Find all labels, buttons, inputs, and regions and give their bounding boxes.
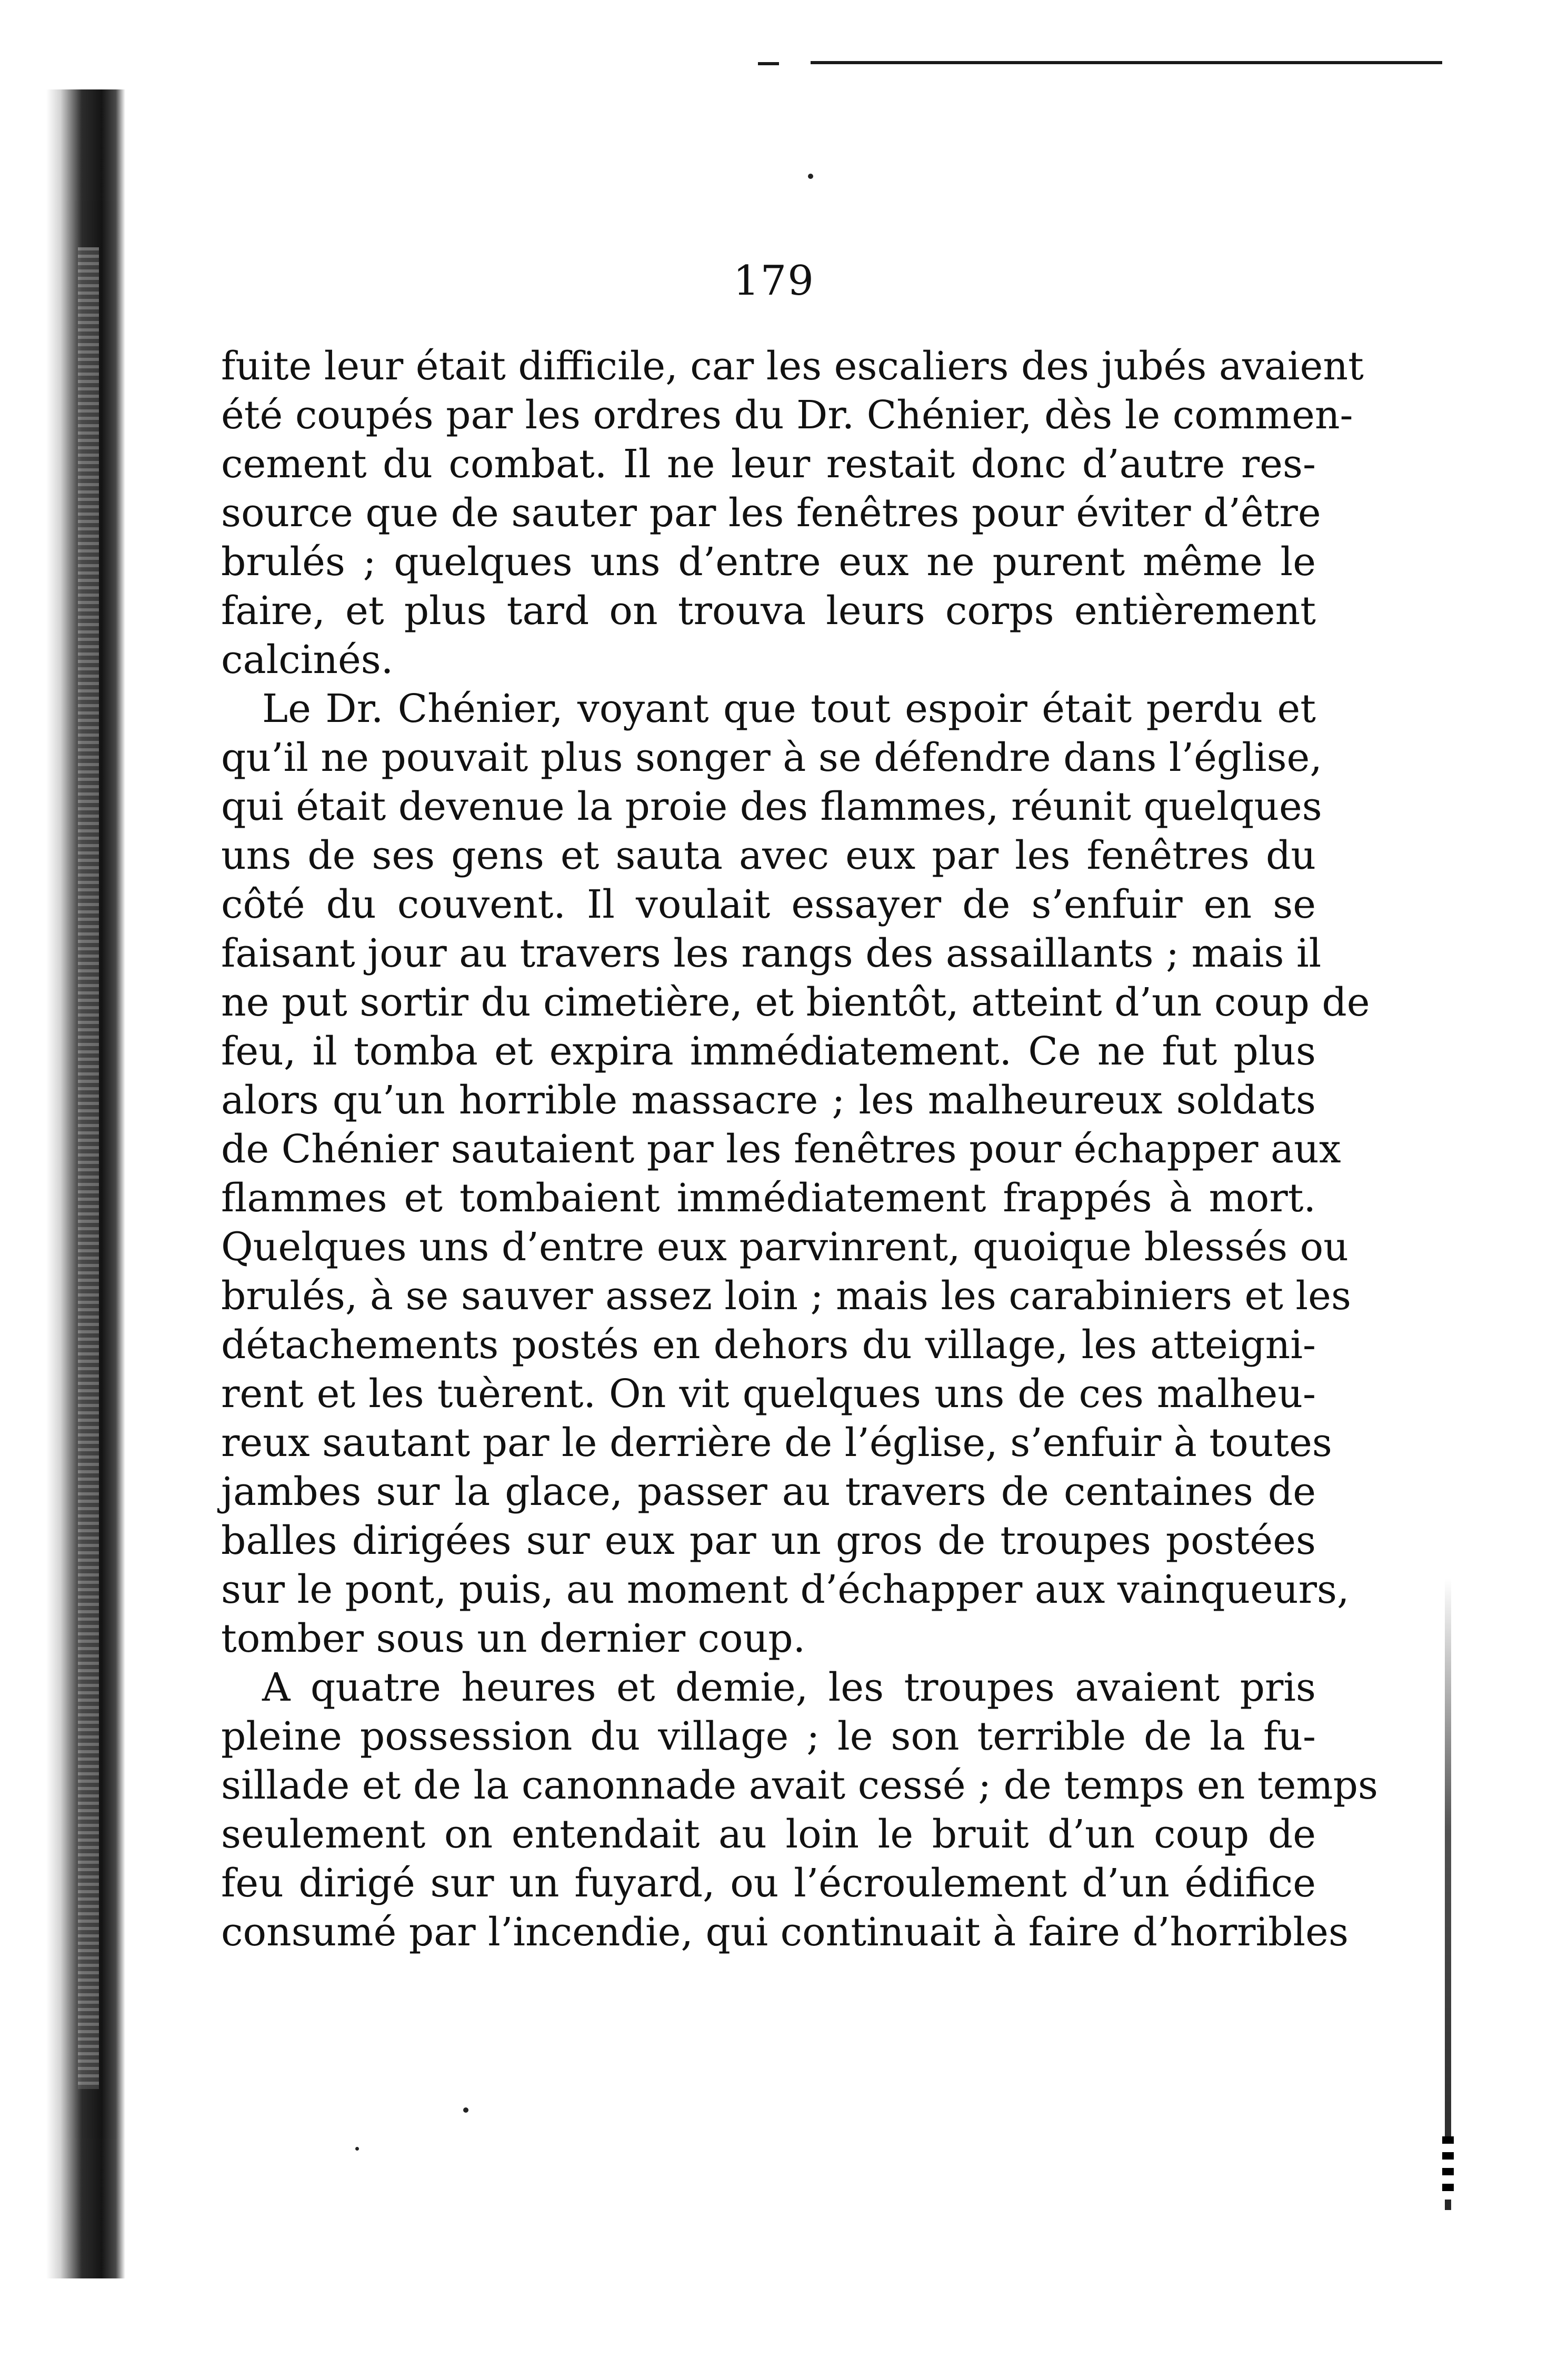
text-line: tomber sous un dernier coup. <box>221 1616 806 1661</box>
right-edge-marks <box>1442 2136 1454 2200</box>
text-line: uns de ses gens et sauta avec eux par les fenêtres du <box>221 833 1316 878</box>
text-line: cement du combat. Il ne leur restait donc d’autre res- <box>221 441 1316 487</box>
text-line: source que de sauter par les fenêtres pour éviter d’être <box>221 490 1321 536</box>
text-line: qui était devenue la proie des flammes, réunit quelques <box>221 784 1322 829</box>
text-line: côté du couvent. Il voulait essayer de s’enfuir en se <box>221 882 1316 927</box>
text-line: Quelques uns d’entre eux parvinrent, quoique blessés ou <box>221 1224 1349 1270</box>
page-binding-shadow <box>46 89 125 2278</box>
right-page-edge <box>1445 1579 1451 2210</box>
text-line: balles dirigées sur eux par un gros de troupes postées <box>221 1518 1316 1563</box>
text-line: rent et les tuèrent. On vit quelques uns de ces malheu- <box>221 1371 1316 1417</box>
text-line: jambes sur la glace, passer au travers de centaines de <box>221 1469 1316 1514</box>
binding-texture <box>78 247 99 2089</box>
text-line: calcinés. <box>221 637 394 682</box>
text-line: sur le pont, puis, au moment d’échapper aux vainqueurs, <box>221 1567 1350 1612</box>
text-line: feu dirigé sur un fuyard, ou l’écroulement d’un édifice <box>221 1861 1316 1906</box>
text-line: faisant jour au travers les rangs des assaillants ; mais il <box>221 931 1322 976</box>
scan-speck <box>463 2107 468 2113</box>
page-number: 179 <box>733 257 815 305</box>
text-line: sillade et de la canonnade avait cessé ; de temps en temps <box>221 1763 1378 1808</box>
text-line: reux sautant par le derrière de l’église, s’enfuir à toutes <box>221 1420 1332 1465</box>
scan-speck <box>808 174 813 179</box>
text-line: seulement on entendait au loin le bruit d’un coup de <box>221 1812 1316 1857</box>
body-text <box>221 342 1378 1957</box>
text-line: consumé par l’incendie, qui continuait à faire d’horribles <box>221 1910 1349 1955</box>
text-line: de Chénier sautaient par les fenêtres pour échapper aux <box>221 1127 1341 1172</box>
text-line: A quatre heures et demie, les troupes avaient pris <box>262 1665 1316 1710</box>
text-line: Le Dr. Chénier, voyant que tout espoir était perdu et <box>262 686 1316 731</box>
top-rule-dash <box>758 62 779 65</box>
text-line: ne put sortir du cimetière, et bientôt, atteint d’un coup de <box>221 980 1370 1025</box>
text-line: détachements postés en dehors du village, les atteigni- <box>221 1322 1316 1368</box>
text-line: feu, il tomba et expira immédiatement. Ce ne fut plus <box>221 1029 1316 1074</box>
text-line: faire, et plus tard on trouva leurs corps entièrement <box>221 588 1316 634</box>
text-line: été coupés par les ordres du Dr. Chénier, dès le commen- <box>221 393 1353 438</box>
text-line: brulés ; quelques uns d’entre eux ne purent même le <box>221 539 1316 585</box>
text-line: flammes et tombaient immédiatement frappés à mort. <box>221 1176 1316 1221</box>
text-line: fuite leur était difficile, car les escaliers des jubés avaient <box>221 344 1364 389</box>
text-line: qu’il ne pouvait plus songer à se défendre dans l’église, <box>221 735 1322 780</box>
scan-speck <box>355 2147 359 2151</box>
text-line: alors qu’un horrible massacre ; les malheureux soldats <box>221 1078 1316 1123</box>
text-line: pleine possession du village ; le son terrible de la fu- <box>221 1714 1316 1759</box>
text-line: brulés, à se sauver assez loin ; mais les carabiniers et les <box>221 1273 1351 1319</box>
top-rule <box>811 61 1442 64</box>
